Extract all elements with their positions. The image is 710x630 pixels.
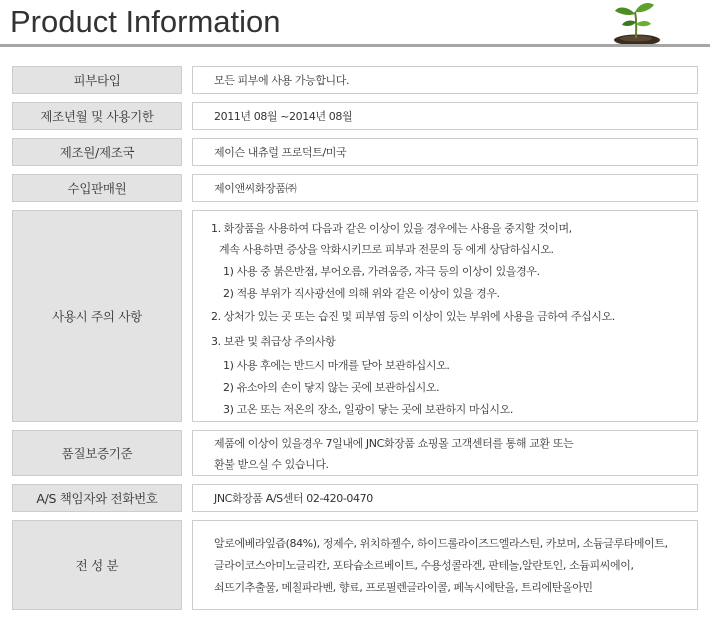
precaution-line: 2. 상처가 있는 곳 또는 습진 및 피부염 등의 이상이 있는 부위에 사용을 금하여 주십시오.	[211, 310, 615, 323]
row-value-as-contact: JNC화장품 A/S센터 02-420-0470	[192, 484, 698, 512]
row-label-manufacturer: 제조원/제조국	[12, 138, 182, 166]
row-value-manufacturer: 제이슨 내츄럴 프로덕트/미국	[192, 138, 698, 166]
precaution-line: 2) 적용 부위가 직사광선에 의해 위와 같은 이상이 있을 경우.	[223, 287, 500, 300]
guarantee-line: 환불 받으실 수 있습니다.	[214, 458, 329, 471]
info-row-skin-type	[12, 66, 698, 94]
precaution-line: 3. 보관 및 취급상 주의사항	[211, 335, 336, 348]
info-row-manufacture-date	[12, 102, 698, 130]
row-label-ingredients: 전 성 분	[12, 520, 182, 610]
row-label-manufacture-date: 제조년월 및 사용기한	[12, 102, 182, 130]
info-row-as-contact	[12, 484, 698, 512]
row-value-manufacture-date: 2011년 08월 ~2014년 08월	[192, 102, 698, 130]
row-value-importer: 제이앤씨화장품㈜	[192, 174, 698, 202]
info-row-ingredients	[12, 520, 698, 610]
row-label-quality-guarantee: 품질보증기준	[12, 430, 182, 476]
row-label-importer: 수입판매원	[12, 174, 182, 202]
row-label-precautions: 사용시 주의 사항	[12, 210, 182, 422]
row-label-skin-type: 피부타입	[12, 66, 182, 94]
plant-sprout-icon	[608, 0, 664, 46]
row-label-as-contact: A/S 책임자와 전화번호	[12, 484, 182, 512]
ingredient-line: 쇠뜨기추출물, 메칠파라벤, 향료, 프로필렌글라이콜, 페녹시에탄올, 트리에탄올아민	[214, 581, 593, 594]
precaution-line: 계속 사용하면 증상을 악화시키므로 피부과 전문의 등 에게 상담하십시오.	[219, 243, 554, 256]
row-value-quality-guarantee	[192, 430, 698, 476]
precaution-line: 1) 사용 후에는 반드시 마개를 닫아 보관하십시오.	[223, 359, 450, 372]
info-row-manufacturer	[12, 138, 698, 166]
info-row-importer	[12, 174, 698, 202]
precaution-line: 2) 유소아의 손이 닿지 않는 곳에 보관하십시오.	[223, 381, 440, 394]
row-value-skin-type: 모든 피부에 사용 가능합니다.	[192, 66, 698, 94]
row-value-precautions	[192, 210, 698, 422]
precaution-line: 3) 고온 또는 저온의 장소, 일광이 닿는 곳에 보관하지 마십시오.	[223, 403, 513, 416]
info-row-precautions	[12, 210, 698, 422]
precaution-line: 1. 화장품을 사용하여 다음과 같은 이상이 있을 경우에는 사용을 중지할 것이며,	[211, 222, 572, 235]
title-divider	[0, 44, 710, 47]
ingredient-line: 글라이코스아미노글리칸, 포타슘소르베이트, 수용성콜라겐, 판테놀,알란토인, 소듐피씨에이,	[214, 559, 634, 572]
page-title: Product Information	[10, 4, 281, 39]
precaution-line: 1) 사용 중 붉은반점, 부어오름, 가려움증, 자극 등의 이상이 있을경우.	[223, 265, 540, 278]
info-row-quality-guarantee	[12, 430, 698, 476]
row-value-ingredients	[192, 520, 698, 610]
guarantee-line: 제품에 이상이 있을경우 7일내에 JNC화장품 쇼핑몰 고객센터를 통해 교환 또는	[214, 437, 574, 450]
ingredient-line: 알로에베라잎즙(84%), 정제수, 위치하젤수, 하이드롤라이즈드엘라스틴, 카보머, 소듐글루타메이트,	[214, 537, 668, 550]
